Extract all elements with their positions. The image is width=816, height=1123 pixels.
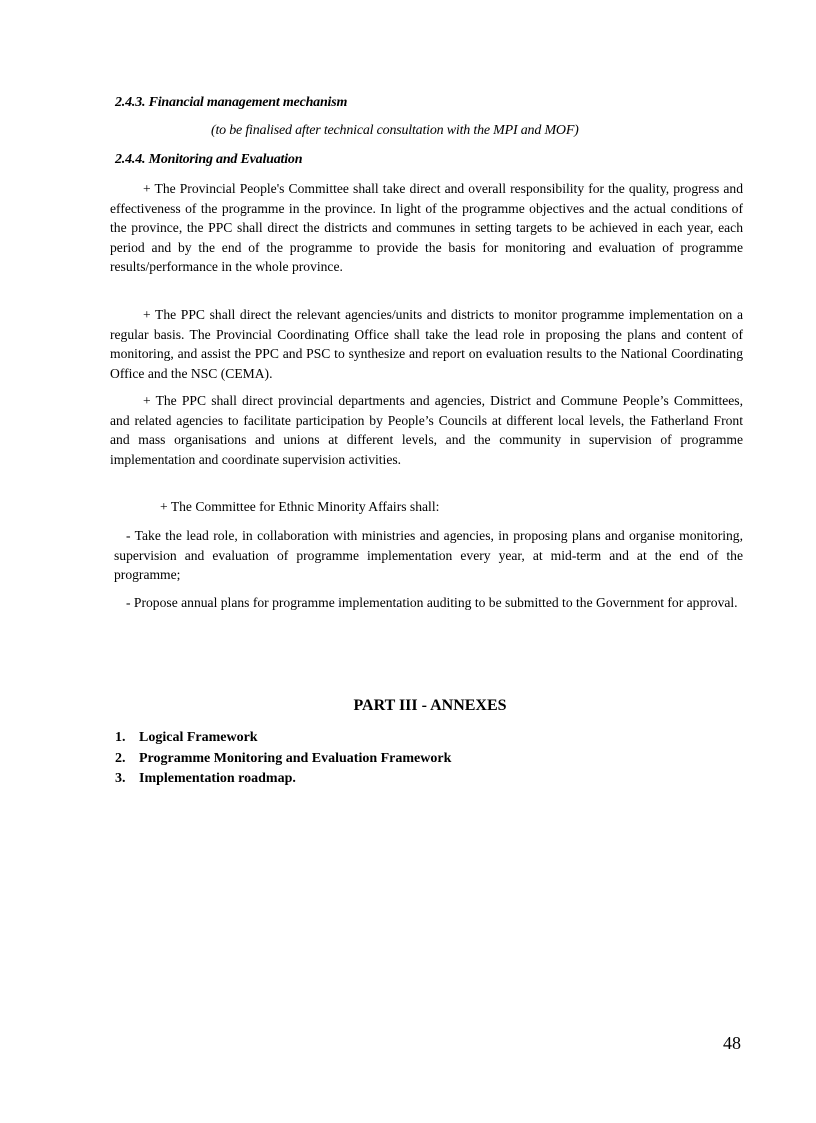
paragraph-ppc-responsibility: + The Provincial People's Committee shall take direct and overall responsibility for the quality, progress and effectiveness of the programme in the province. In light of the programme objectives and the actual conditions of the province, the PPC shall direct the districts and communes in setting targets to be achieved in each year, each period and by the end of the programme to provide the basis for monitoring and evaluation of programme results/performance in the whole province. [110,181,743,275]
financial-management-note: (to be finalised after technical consultation with the MPI and MOF) [211,123,579,138]
annex-label: Logical Framework [139,730,258,745]
part-title: PART III - ANNEXES [353,697,507,714]
annex-number: 3. [115,771,126,786]
paragraph-ppc-monitoring: + The PPC shall direct the relevant agencies/units and districts to monitor programme implementation on a regular basis. The Provincial Coordinating Office shall take the lead role in proposing the plans and content of monitoring, and assist the PPC and PSC to synthesize and report on evaluation results to the National Coordinating Office and the NSC (CEMA). [110,307,743,381]
list-item [115,749,451,770]
list-item [115,769,451,790]
paragraph-cema-intro: + The Committee for Ethnic Minority Affairs shall: [160,499,440,514]
list-item [115,728,451,749]
paragraph-cema-lead-role: - Take the lead role, in collaboration with ministries and agencies, in proposing plans and organise monitoring, supervision and evaluation of programme implementation every year, at mid-term and at the end of the programme; [114,528,743,583]
annex-label: Implementation roadmap. [139,771,296,786]
annex-number: 1. [115,730,126,745]
page-number: 48 [723,1033,741,1053]
section-heading-financial-management: 2.4.3. Financial management mechanism [115,95,348,110]
annex-list [115,728,451,790]
annex-label: Programme Monitoring and Evaluation Framework [139,750,452,766]
section-heading-monitoring-evaluation: 2.4.4. Monitoring and Evaluation [115,152,303,167]
paragraph-ppc-supervision: + The PPC shall direct provincial departments and agencies, District and Commune People’s Committees, and related agencies to facilitate participation by People’s Councils at different local levels, the Fatherland Front and mass organisations and unions at different levels, and the community in supervision of programme implementation and coordinate supervision activities. [110,393,743,467]
annex-number: 2. [115,750,126,766]
paragraph-cema-audit-plans: - Propose annual plans for programme implementation auditing to be submitted to the Government for approval. [126,595,738,610]
